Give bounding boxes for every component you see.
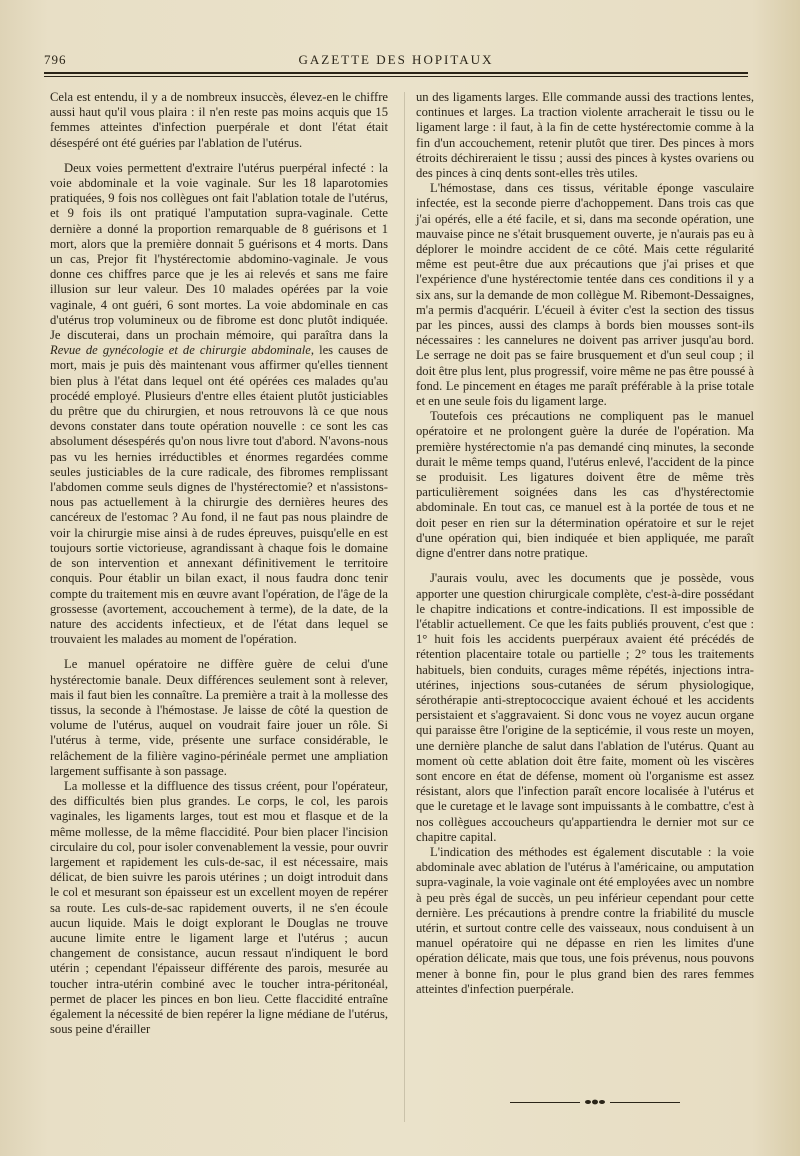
paragraph: un des ligaments larges. Elle commande aussi des tractions lentes, continues et larges. La traction violente arracherait le tissu ou le ligament large : il faut, à la fin de cette hystérectomie comme à la fin d'un accouchement, retenir plutôt que tirer. Des pinces à mors étroits déchireraient le tissu ; aussi des pinces à kystes ovariens ou des pinces à cinq dents sont-elles très utiles. [416,90,754,181]
ornament-line-right [610,1102,680,1103]
paragraph [50,161,388,648]
ornament-line-left [510,1102,580,1103]
paragraph-text: , les causes de mort, mais je puis dès maintenant vous affirmer qu'elles tiennent bien plus à l'état dans lequel ont été opérées ces malades qu'au procédé employé. Plusieurs d'entre elles étaient plutôt justiciables du prêtre que du chirurgien, et nous retrouvons là ce que nous devons constater dans toute opération nouvelle : ce sont les cas absolument désespérés qu'on nous livre tout d'abord. N'avons-nous pas vu les hernies irréductibles et énormes regardées comme seules justiciables de la cure radicale, des fibromes remplissant l'abdomen comme seuls dignes de l'hystérectomie? et n'assistons-nous pas actuellement à la chirurgie des dernières heures des cancéreux de l'estomac ? Au fond, il ne faut pas nous plaindre de voir la chirurgie mise ainsi à de rudes épreuves, puisqu'elle en est toujours sortie victorieuse, agrandissant à chaque fois le domaine de son intervention et annexant définitivement le territoire conquis. Pour établir un bilan exact, il nous faudra donc tenir compte du traitement mis en œuvre avant l'opération, de l'âge de la grossesse (avortement, accouchement à terme), de la date, de la nature des accidents infectieux, et de l'état dans lequel se trouvaient les malades au moment de l'opération. [50,343,388,647]
header-rule-thick [44,72,748,74]
paragraph: L'hémostase, dans ces tissus, véritable éponge vasculaire infectée, est la seconde pierre d'achoppement. Dans trois cas que j'ai opérés, elle a été facile, et si, dans ma seconde opération, une mauvaise pince ne s'était brusquement ouverte, je n'aurais pas eu à déplorer le moindre accident de ce côté. Mais cette régularité même est peut-être due aux précautions que j'ai prises et que l'expérience d'une hystérectomie tentée dans ces conditions il y a six ans, sur la demande de mon collègue M. Ribemont-Dessaignes, m'a permis d'acquérir. L'écueil à éviter c'est la section des tissus par les pinces, aussi des clamps à bords bien mousses sont-ils nécessaires : les cannelures ne doivent pas arriver jusqu'au bord. Le serrage ne doit pas se faire brusquement et d'un seul coup ; il doit être plus lent, plus progressif, voire même ne pas être poussé à fond. Le pincement en étages me paraît préférable à la prise totale et en une seule fois du ligament large. [416,181,754,409]
paragraph-text: Deux voies permettent d'extraire l'utérus puerpéral infecté : la voie abdominale et la voie vaginale. Sur les 18 laparotomies pratiquées, 9 fois nos collègues ont fait l'ablation totale de l'utérus, et 9 fois ils ont pratiqué l'amputation supra-vaginale. Cette dernière a donné la proportion remarquable de 8 guérisons et 1 mort, alors que la première donnait 5 guérisons et 4 morts. Dans un cas, Prejor fit l'hystérectomie abdomino-vaginale. Je vous donne ces chiffres parce que je les ai relevés et sans me faire illusion sur leur valeur. Des 10 malades opérées par la voie vaginale, 4 ont guéri, 6 sont mortes. La voie abdominale en cas d'utérus trop volumineux ou de fibrome est donc plutôt indiquée. Je discuterai, dans un prochain mémoire, qui paraîtra dans la [50,160,388,343]
left-column [50,90,388,1037]
paragraph: Toutefois ces précautions ne compliquent pas le manuel opératoire et ne prolongent guère la durée de l'opération. Ma première hystérectomie n'a pas demandé cinq minutes, la seconde durait le même temps quand, l'utérus enlevé, l'accident de la pince se produisit. Les ligatures doivent être de même très particulièrement soignées dans les cas d'hystérectomie abdominale. En tout cas, ce manuel est à la portée de tous et ne doit peser en rien sur la détermination opératoire et sur le rejet d'une opération qui, bien indiquée et bien appliquée, me paraît digne d'entrer dans notre pratique. [416,409,754,561]
journal-title: GAZETTE DES HOPITAUX [298,52,494,67]
paragraph: La mollesse et la diffluence des tissus créent, pour l'opérateur, des difficultés bien plus grandes. Le corps, le col, les parois vaginales, les ligaments larges, tout est mou et flasque et de la même mollesse, de la même flaccidité. Pour bien placer l'incision circulaire du col, pour isoler convenablement la vessie, pour ouvrir largement et rapidement les culs-de-sac, il est nécessaire, mais délicat, de bien suivre les parois utérines ; un doigt introduit dans le col et mesurant son épaisseur est un excellent moyen de repérer sa route. Les culs-de-sac rapidement ouverts, il ne s'en écoule aucun liquide. Mais le doigt explorant le Douglas ne trouve aucune limite entre le ligament large et l'utérus ; aucun changement de consistance, aucun ressaut n'indiquent le bord utérin ; cependant l'épaisseur différente des parois, mesurée au toucher intra-utérin combiné avec le toucher intra-péritonéal, permet de placer les pinces en bon lieu. Cette flaccidité entraîne également la nécessité de bien repérer la ligne médiane de l'utérus, sous peine d'érailler [50,778,388,1037]
paragraph: J'aurais voulu, avec les documents que je possède, vous apporter une question chirurgicale complète, c'est-à-dire possédant le chapitre indications et contre-indications. Il est impossible de l'établir actuellement. Ce que les faits publiés prouvent, c'est que : 1° huit fois les accidents puerpéraux avaient été précédés de rétention placentaire totale ou partielle ; 2° tous les traitements habituels, bien conduits, curages même répétés, injections intra-utérines, injections sous-cutanées de sérum physiologique, sérothérapie anti-streptococcique avaient échoué et les accidents persistaient et s'aggravaient. Si donc vous ne voyez aucun organe qui paraisse être l'origine de la septicémie, il vous reste un moyen, une dernière planche de salut dans l'ablation de l'utérus. Quant au moment où cette ablation doit être faite, moment où les viscères sont encore en état de défense, moment où l'organisme est assez résistant, alors que l'infection paraît encore localisée à l'utérus et que le curetage et le lavage sont impuissants à le combattre, c'est à nos collègues accoucheurs qu'appartiendra le dernier mot sur ce chapitre capital. [416,571,754,844]
end-ornament [510,1098,680,1108]
page-number: 796 [44,52,67,67]
right-column [416,90,754,997]
page-header [44,50,748,70]
paragraph: L'indication des méthodes est également discutable : la voie abdominale avec ablation de l'utérus à l'américaine, ou amputation supra-vaginale, la voie vaginale ont été employées avec un nombre à peu près égal de succès, un peu inférieur cependant pour cette dernière. Les précautions à prendre contre la friabilité du muscle utérin, et surtout contre celle des vaisseaux, nous conduisent à un manuel opératoire qui ne dépasse en rien les limites d'une opération délicate, mais que tous, une fois prévenus, nous pouvons mener à bonne fin, pour le plus grand bien des rares femmes atteintes d'infection puerpérale. [416,844,754,996]
paragraph: Cela est entendu, il y a de nombreux insuccès, élevez-en le chiffre aussi haut qu'il vous plaira : il n'en reste pas moins acquis que 15 femmes atteintes d'infection puerpérale et dont l'état était désespéré ont été guéries par l'ablation de l'utérus. [50,90,388,150]
header-rule-thin [44,76,748,77]
column-divider [404,92,405,1122]
ornament-dots-icon [584,1099,606,1105]
journal-reference: Revue de gynécologie et de chirurgie abdominale [50,343,311,358]
paragraph: Le manuel opératoire ne diffère guère de celui d'une hystérectomie banale. Deux différences seulement sont à relever, mais il faut bien les connaître. La première a trait à la mollesse des tissus, la seconde à l'hémostase. Je laisse de côté la question de volume de l'utérus, auquel on voudrait faire jouer un rôle. Si l'utérus à terme, vide, présente une surface considérable, le relâchement de la filière vagino-périnéale permet une ampliation largement suffisante à son passage. [50,657,388,778]
